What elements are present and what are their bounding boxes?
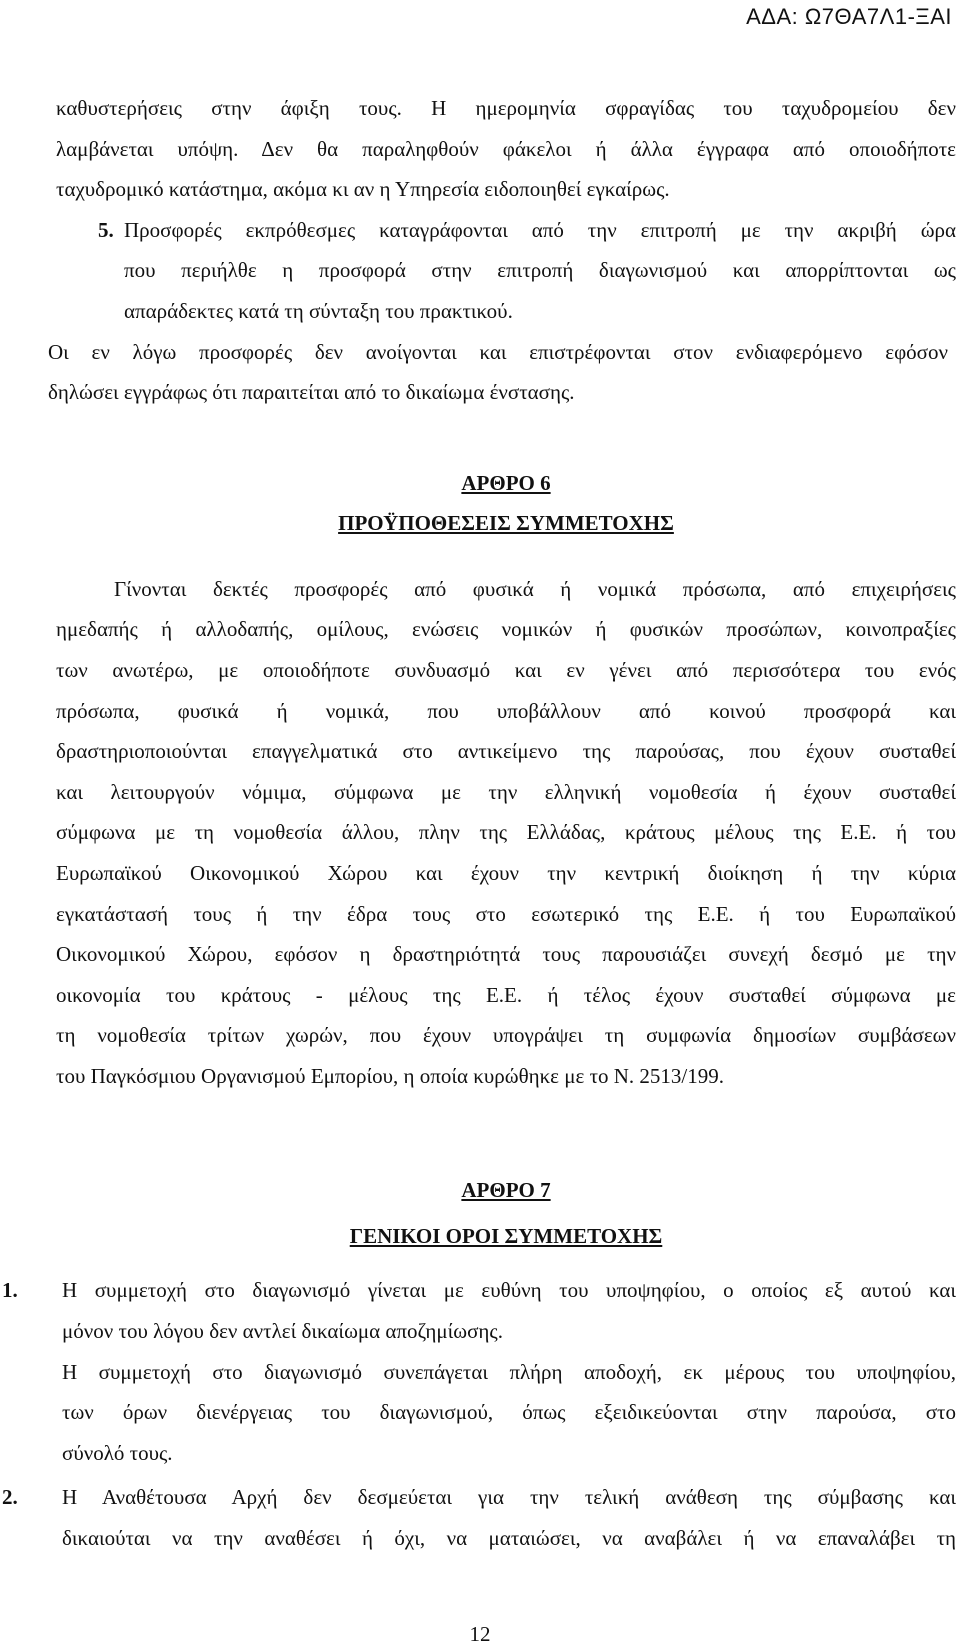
paragraph-line: Η Αναθέτουσα Αρχή δεν δεσμεύεται για την τελική ανάθεση της σύμβασης και [62,1485,956,1510]
paragraph-line: σύνολό τους. [62,1440,173,1465]
paragraph-line: πρόσωπα, φυσικά ή νομικά, που υποβάλλουν από κοινού προσφορά και [56,698,956,723]
paragraph-line: Γίνονται δεκτές προσφορές από φυσικά ή νομικά πρόσωπα, από επιχειρήσεις [114,576,956,601]
list-number: 5. [98,217,114,242]
paragraph-line: οικονομία του κράτους - μέλους της Ε.Ε. ή τέλος έχουν συσταθεί σύμφωνα με [56,982,956,1007]
article-7-item-1 [2,1270,956,1473]
paragraph-line: δικαιούται να την αναθέσει ή όχι, να ματαιώσει, να αναβάλει ή να επαναλάβει τη [62,1526,956,1551]
paragraph-line: Οικονομικού Χώρου, εφόσον η δραστηριότητά τους παρουσιάζει συνεχή δεσμό με την [56,942,956,967]
list-number: 1. [2,1278,18,1303]
paragraph-line: ταχυδρομικό κατάστημα, ακόμα κι αν η Υπηρεσία ειδοποιηθεί εγκαίρως. [56,177,670,202]
paragraph-line: των ανωτέρω, με οποιοδήποτε συνδυασμό και εν γένει από περισσότερα του ενός [56,657,956,682]
paragraph-line: εγκατάστασή τους ή την έδρα τους στο εσωτερικό της Ε.Ε. ή του Ευρωπαϊκού [56,901,956,926]
paragraph-line: τη νομοθεσία τρίτων χωρών, που έχουν υπογράψει τη συμφωνία δημοσίων συμβάσεων [56,1023,956,1048]
article-6-body [56,569,956,1097]
list-item-5 [56,210,956,332]
paragraph-line: Ευρωπαϊκού Οικονομικού Χώρου και έχουν την κεντρική διοίκηση ή την κύρια [56,860,956,885]
paragraph-line: του Παγκόσμιου Οργανισμού Εμπορίου, η οποία κυρώθηκε με το Ν. 2513/199. [56,1063,725,1088]
page-number: 12 [469,1622,491,1646]
ada-code-header: ΑΔΑ: Ω7ΘΑ7Λ1-ΞΑΙ [746,4,952,29]
paragraph-line: δραστηριοποιούνται επαγγελματικά στο αντικείμενο της παρούσας, που έχουν συσταθεί [56,739,956,764]
paragraph-line: Οι εν λόγω προσφορές δεν ανοίγονται και επιστρέφονται στον ενδιαφερόμενο εφόσον [48,339,948,364]
paragraph-line: λαμβάνεται υπόψη. Δεν θα παραληφθούν φάκελοι ή άλλα έγγραφα από οποιοδήποτε [56,136,956,161]
paragraph-line: σύμφωνα με τη νομοθεσία άλλου, πλην της Ελλάδας, κράτους μέλους της Ε.Ε. ή του [56,820,956,845]
paragraph-line: και λειτουργούν νόμιμα, σύμφωνα με την ελληνική νομοθεσία ή έχουν συσταθεί [56,779,956,804]
paragraph-line: Προσφορές εκπρόθεσμες καταγράφονται από την επιτροπή με την ακριβή ώρα [124,217,956,242]
document-page [2,88,956,1559]
returned-offers-paragraph [48,332,948,413]
article-6-subtitle: ΠΡΟΫΠΟΘΕΣΕΙΣ ΣΥΜΜΕΤΟΧΗΣ [338,510,674,535]
paragraph-line: μόνον του λόγου δεν αντλεί δικαίωμα αποζημίωσης. [62,1319,503,1344]
paragraph-line: των όρων διενέργειας του διαγωνισμού, όπως εξειδικεύονται στην παρούσα, στο [62,1400,956,1425]
article-7-title: ΑΡΘΡΟ 7 [461,1178,551,1203]
paragraph-line: δηλώσει εγγράφως ότι παραιτείται από το δικαίωμα ένστασης. [48,380,575,405]
article-7-subtitle: ΓΕΝΙΚΟΙ ΟΡΟΙ ΣΥΜΜΕΤΟΧΗΣ [349,1224,663,1249]
paragraph-line: Η συμμετοχή στο διαγωνισμό συνεπάγεται πλήρη αποδοχή, εκ μέρους του υποψηφίου, [62,1359,956,1384]
article-7-item-2 [2,1477,956,1558]
list-number: 2. [2,1485,18,1510]
paragraph-line: απαράδεκτες κατά τη σύνταξη του πρακτικού. [124,298,513,323]
paragraph-line: Η συμμετοχή στο διαγωνισμό γίνεται με ευθύνη του υποψηφίου, ο οποίος εξ αυτού και [62,1278,956,1303]
article-6-title: ΑΡΘΡΟ 6 [461,470,551,495]
paragraph-line: που περιήλθε η προσφορά στην επιτροπή διαγωνισμού και απορρίπτονται ως [124,258,956,283]
paragraph-line: καθυστερήσεις στην άφιξη τους. Η ημερομηνία σφραγίδας του ταχυδρομείου δεν [56,96,956,120]
continuation-paragraph [56,88,956,210]
paragraph-line: ημεδαπής ή αλλοδαπής, ομίλους, ενώσεις νομικών ή φυσικών προσώπων, κοινοπραξίες [56,617,956,642]
